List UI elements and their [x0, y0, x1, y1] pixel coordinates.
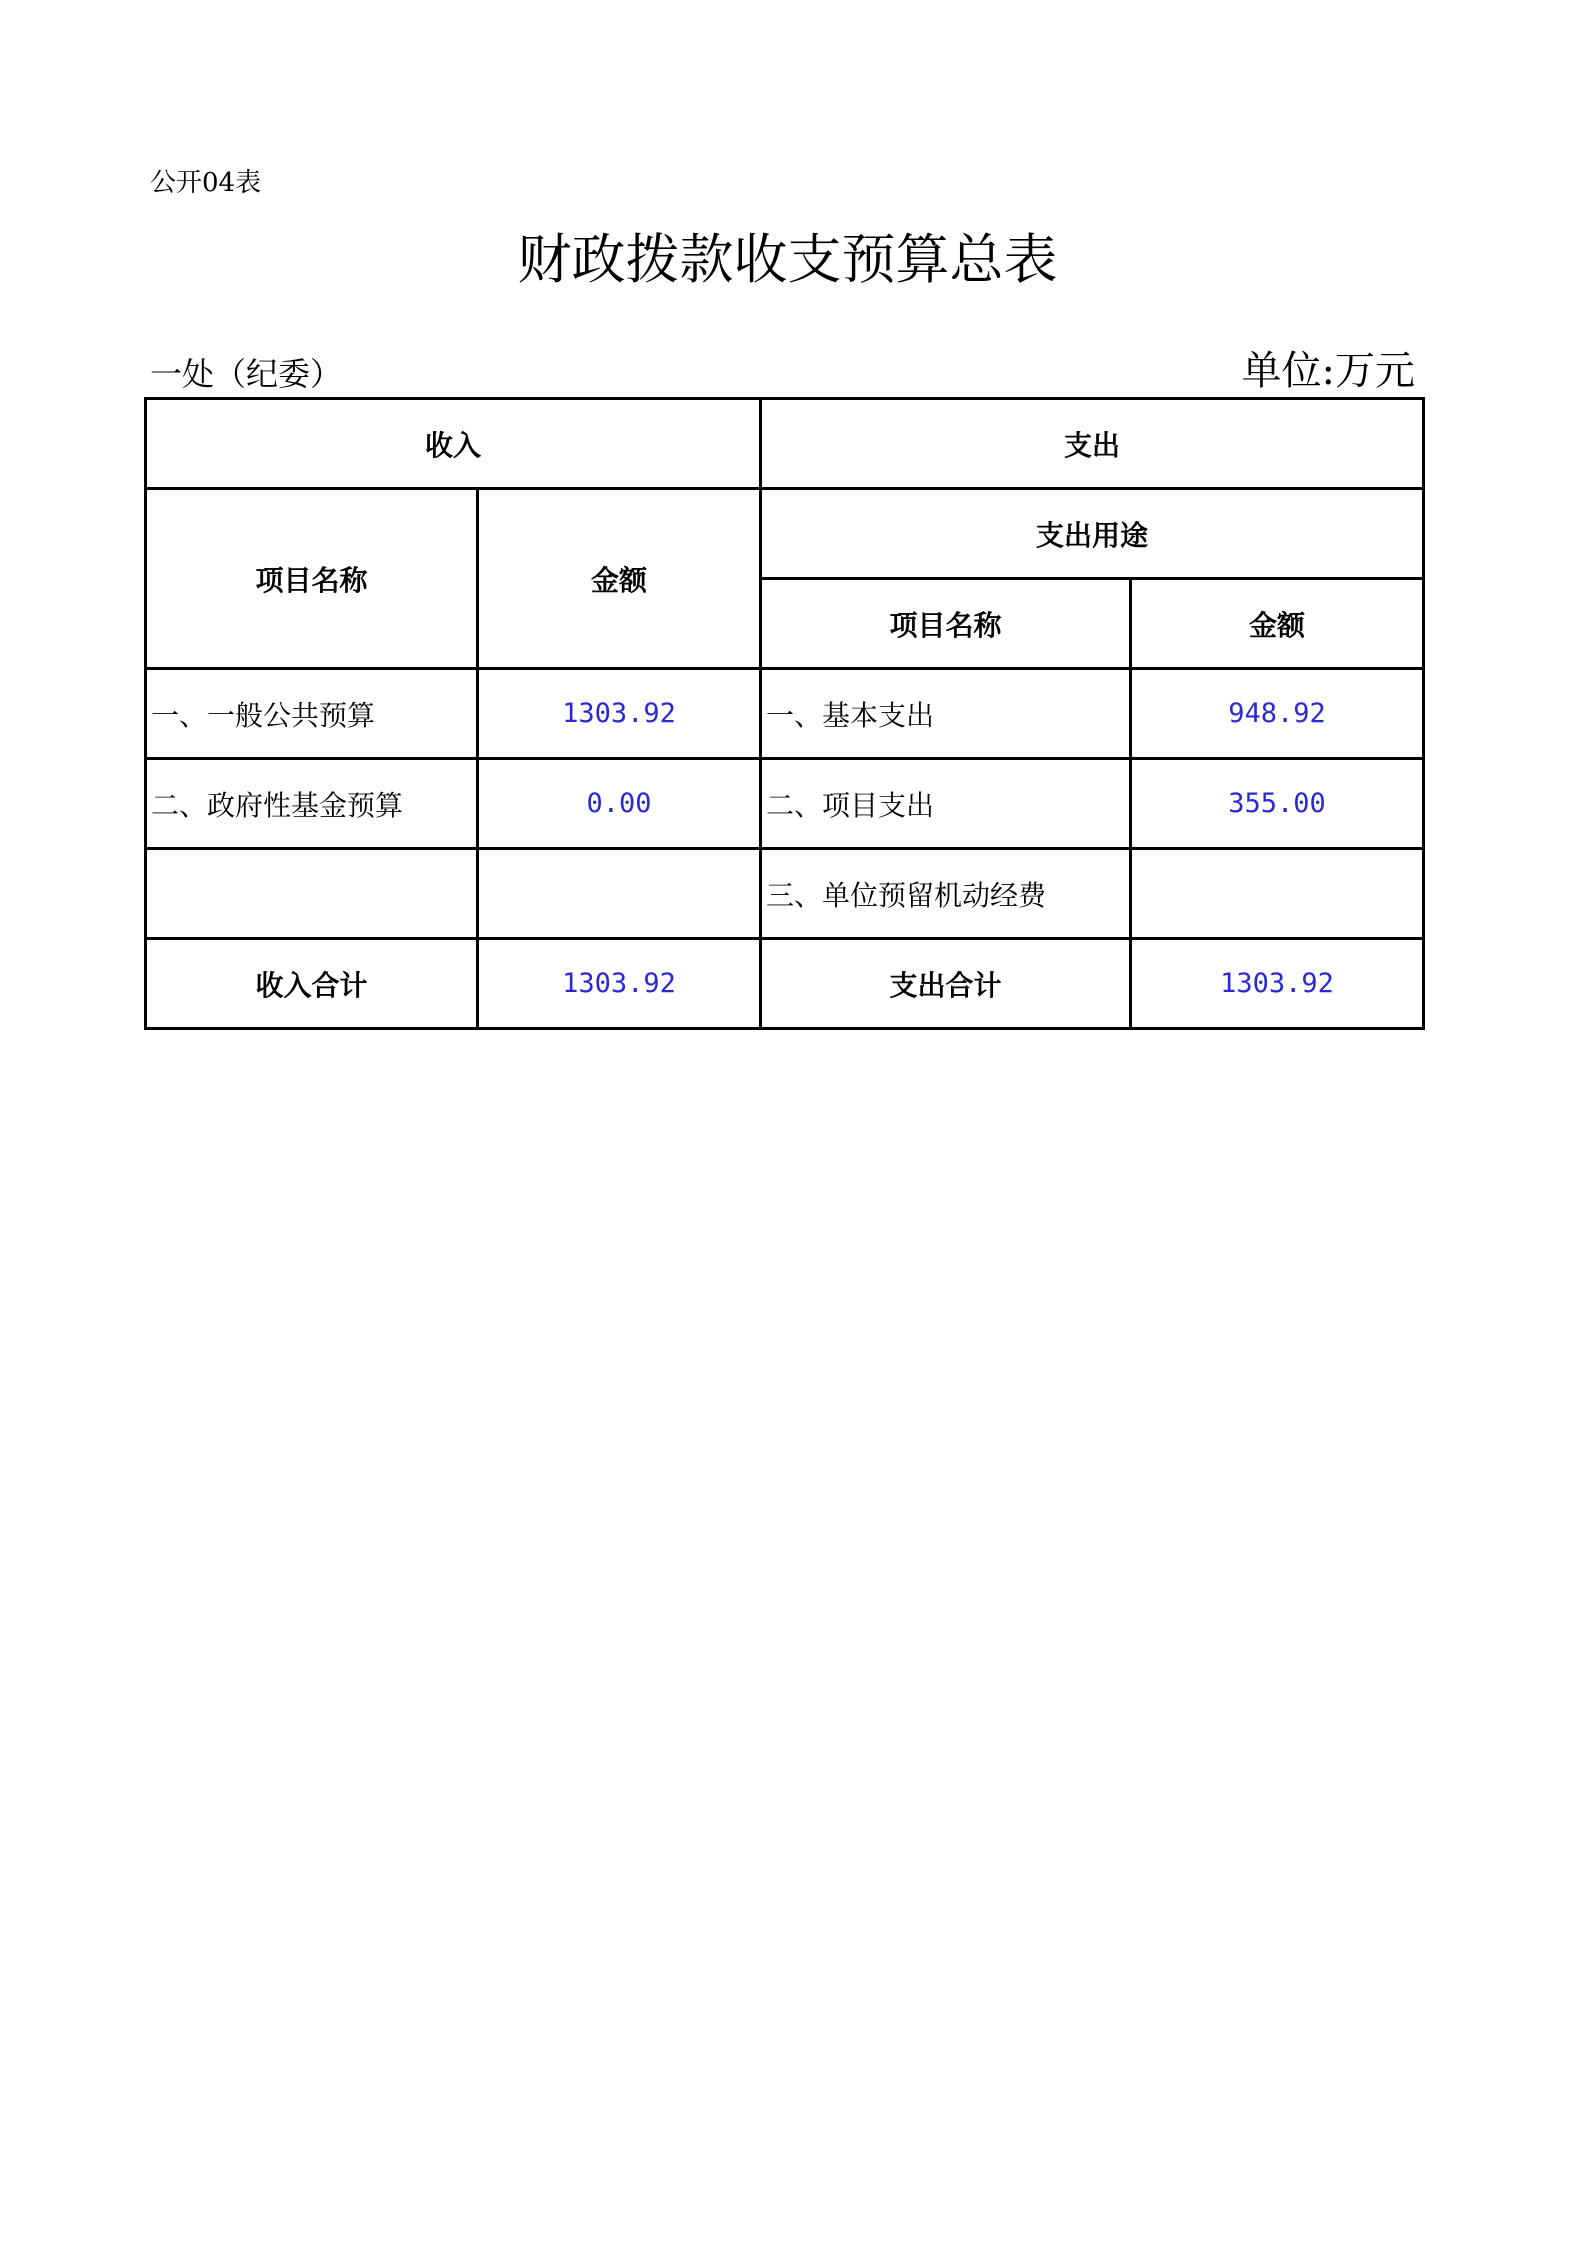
expense-total-amount: 1303.92: [1131, 939, 1424, 1029]
budget-summary-table: [144, 397, 1425, 1030]
expense-item: 二、项目支出: [761, 759, 1131, 849]
expense-amount: 948.92: [1131, 669, 1424, 759]
table-row: [146, 849, 1424, 939]
expense-item: 三、单位预留机动经费: [761, 849, 1131, 939]
expense-amount: 355.00: [1131, 759, 1424, 849]
table-subheader-row: [146, 489, 1424, 579]
unit-name: 一处（纪委）: [150, 355, 343, 393]
income-total-label: 收入合计: [146, 939, 478, 1029]
income-item-name-header: 项目名称: [146, 489, 478, 669]
income-amount: 1303.92: [478, 669, 761, 759]
income-amount: 0.00: [478, 759, 761, 849]
expense-amount: [1131, 849, 1424, 939]
currency-unit-label: 单位:万元: [1241, 348, 1415, 394]
income-item: 二、政府性基金预算: [146, 759, 478, 849]
expense-amount-header: 金额: [1131, 579, 1424, 669]
expense-item: 一、基本支出: [761, 669, 1131, 759]
income-total-amount: 1303.92: [478, 939, 761, 1029]
table-row: [146, 759, 1424, 849]
table-header-row: [146, 399, 1424, 489]
expense-total-label: 支出合计: [761, 939, 1131, 1029]
income-item: 一、一般公共预算: [146, 669, 478, 759]
form-code: 公开04表: [150, 168, 262, 198]
income-item: [146, 849, 478, 939]
table-row: [146, 669, 1424, 759]
income-amount-header: 金额: [478, 489, 761, 669]
income-amount: [478, 849, 761, 939]
income-header: 收入: [146, 399, 761, 489]
expense-item-name-header: 项目名称: [761, 579, 1131, 669]
expense-header: 支出: [761, 399, 1424, 489]
totals-row: [146, 939, 1424, 1029]
page-title: 财政拨款收支预算总表: [517, 228, 1058, 291]
expense-usage-header: 支出用途: [761, 489, 1424, 579]
